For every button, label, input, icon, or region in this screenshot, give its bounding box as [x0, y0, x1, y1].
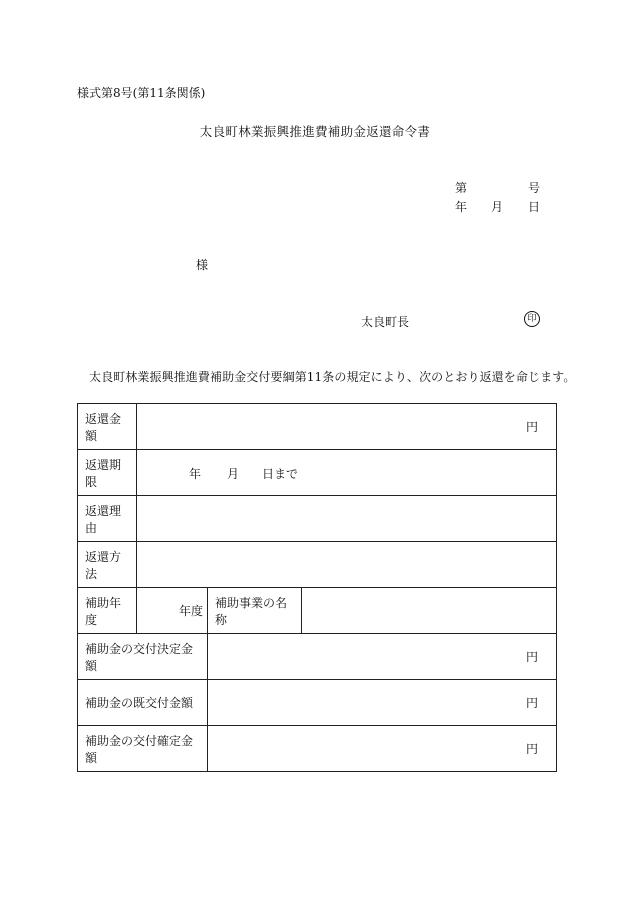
deadline-year-label: 年: [189, 467, 202, 481]
table-row: [78, 680, 557, 726]
table-row: [78, 496, 557, 542]
deadline-day-label: 日まで: [262, 467, 299, 481]
paid-amount-field[interactable]: [208, 680, 557, 726]
table-row: [78, 542, 557, 588]
subsidy-year-field[interactable]: [137, 588, 208, 634]
issuer-title: 太良町長: [361, 315, 410, 329]
return-method-label: 返還方法: [78, 542, 137, 588]
decided-amount-field[interactable]: [208, 634, 557, 680]
deadline-month-label: 月: [227, 467, 240, 481]
document-title: 太良町林業振興推進費補助金返還命令書: [199, 124, 431, 139]
return-amount-field[interactable]: [137, 404, 557, 450]
yen-unit: 円: [525, 650, 538, 664]
yen-unit: 円: [525, 696, 538, 710]
table-row: [78, 450, 557, 496]
return-reason-field[interactable]: [137, 496, 557, 542]
yen-unit: 円: [525, 420, 538, 434]
table-row: [78, 634, 557, 680]
date-month-label: 月: [491, 200, 504, 214]
return-amount-label: 返還金額: [78, 404, 137, 450]
subsidy-year-label: 補助年度: [78, 588, 137, 634]
addressee-suffix: 様: [196, 258, 209, 272]
return-deadline-field[interactable]: [137, 450, 557, 496]
seal-mark: 印: [524, 311, 540, 327]
doc-number-suffix: 号: [528, 181, 541, 195]
yen-unit: 円: [525, 742, 538, 756]
confirmed-amount-label: 補助金の交付確定金額: [78, 726, 208, 772]
date-day-label: 日: [528, 200, 541, 214]
project-name-field[interactable]: [302, 588, 557, 634]
body-text: 太良町林業振興推進費補助金交付要綱第11条の規定により、次のとおり返還を命じます。: [89, 370, 576, 384]
table-row: [78, 726, 557, 772]
form-number-label: 様式第8号(第11条関係): [77, 86, 206, 100]
table-row: [78, 588, 557, 634]
confirmed-amount-field[interactable]: [208, 726, 557, 772]
return-deadline-label: 返還期限: [78, 450, 137, 496]
nendo-unit: 年度: [178, 604, 203, 618]
return-order-table: [77, 403, 557, 772]
table-row: [78, 404, 557, 450]
paid-amount-label: 補助金の既交付金額: [78, 680, 208, 726]
decided-amount-label: 補助金の交付決定金額: [78, 634, 208, 680]
return-method-field[interactable]: [137, 542, 557, 588]
date-year-label: 年: [455, 200, 468, 214]
return-reason-label: 返還理由: [78, 496, 137, 542]
project-name-label: 補助事業の名称: [208, 588, 302, 634]
doc-number-prefix: 第: [455, 181, 468, 195]
